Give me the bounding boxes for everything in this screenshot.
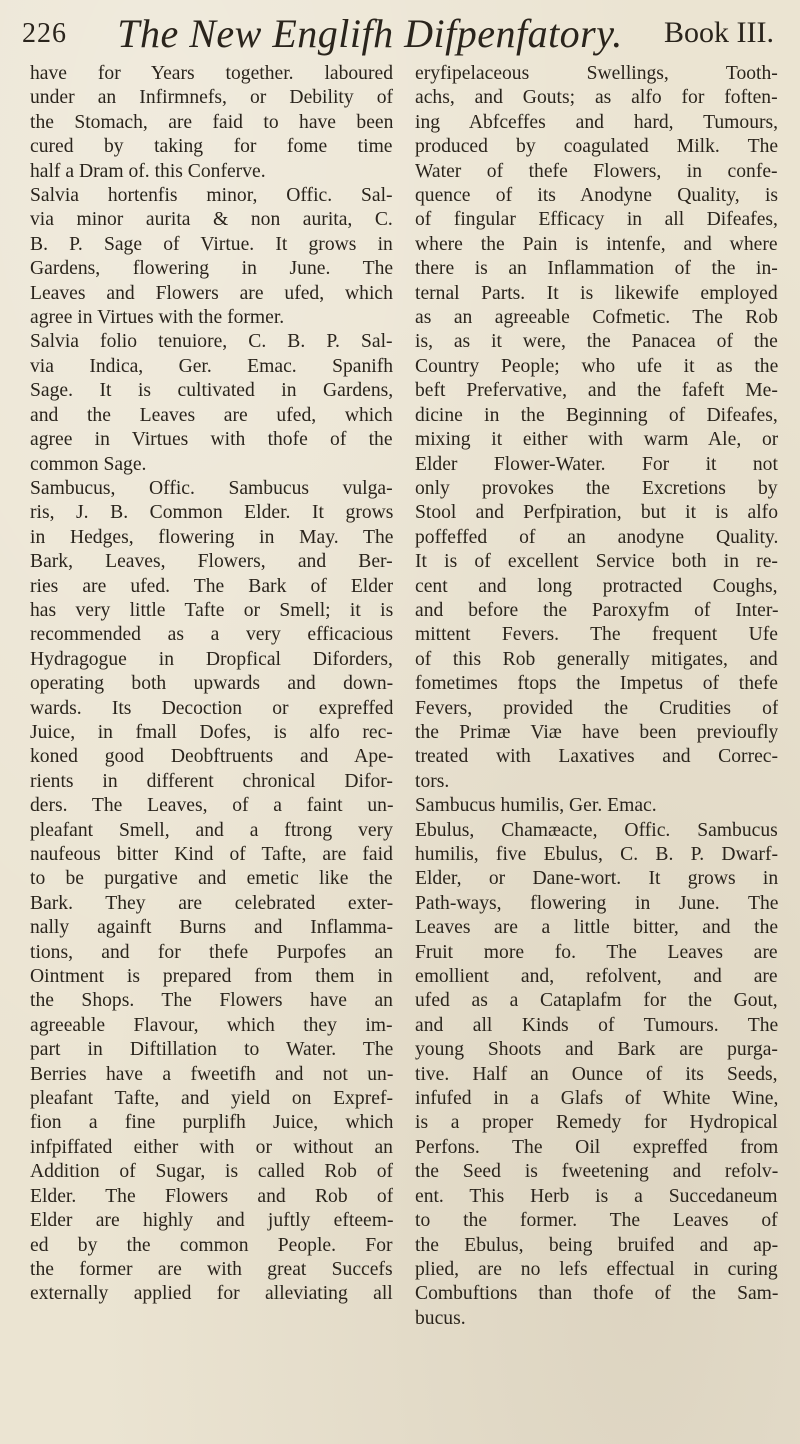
text-line: fometimes ftops the Impetus of thefe — [415, 673, 778, 695]
text-line: Perfons. The Oil expreffed from — [415, 1136, 778, 1158]
text-line: cured by taking for fome time — [30, 136, 393, 158]
text-line: is, as it were, the Panacea of the — [415, 331, 778, 353]
left-column — [30, 62, 393, 1404]
text-line: ufed as a Cataplafm for the Gout, — [415, 990, 778, 1012]
text-line: to the former. The Leaves of — [415, 1210, 778, 1232]
text-line: poffeffed of an anodyne Quality. — [415, 526, 778, 548]
text-line: is a proper Remedy for Hydropical — [415, 1112, 778, 1134]
text-line: half a Dram of. this Conferve. — [30, 160, 266, 182]
running-title: The New Englifh Difpenfatory. — [117, 11, 623, 56]
text-line: there is an Inflammation of the in- — [415, 258, 778, 280]
text-line: ris, J. B. Common Elder. It grows — [30, 502, 393, 524]
text-line: common Sage. — [30, 453, 147, 475]
text-line: the Primæ Viæ have been previoufly — [415, 721, 778, 743]
text-line: tors. — [415, 770, 450, 792]
text-line: koned good Deobftruents and Ape- — [30, 746, 393, 768]
text-line: ing Abfceffes and hard, Tumours, — [415, 111, 778, 133]
text-line: Water of thefe Flowers, in confe- — [415, 160, 778, 182]
text-line: the Seed is fweetening and refolv- — [415, 1161, 778, 1183]
text-columns — [30, 62, 778, 1404]
text-line: have for Years together. laboured — [30, 63, 393, 84]
text-line: mixing it either with warm Ale, or — [415, 429, 778, 451]
text-line: of fingular Efficacy in all Difeafes, — [415, 209, 778, 231]
text-line: Country People; who ufe it as the — [415, 355, 778, 377]
text-line: and the Leaves are ufed, which — [30, 404, 393, 426]
text-line: emollient and, refolvent, and are — [415, 966, 778, 988]
text-line: in Hedges, flowering in May. The — [30, 526, 393, 548]
text-line: the Stomach, are faid to have been — [30, 111, 393, 133]
text-line: quence of its Anodyne Quality, is — [415, 185, 778, 207]
text-line: Elder, or Dane-wort. It grows in — [415, 868, 778, 890]
text-line: fion a fine purplifh Juice, which — [30, 1112, 393, 1134]
text-line: B. P. Sage of Virtue. It grows in — [30, 233, 393, 255]
text-line: Addition of Sugar, is called Rob of — [30, 1161, 393, 1183]
text-line: recommended as a very efficacious — [30, 624, 393, 646]
text-line: tions, and for thefe Purpofes an — [30, 941, 393, 963]
text-line: Bark. They are celebrated exter- — [30, 892, 393, 914]
text-line: Fevers, provided the Crudities of — [415, 697, 778, 719]
text-line: via minor aurita & non aurita, C. — [30, 209, 393, 231]
text-line: Leaves are a little bitter, and the — [415, 917, 778, 939]
text-line: and before the Paroxyfm of Inter- — [415, 599, 778, 621]
running-head — [18, 10, 782, 54]
text-line: agree in Virtues with the former. — [30, 307, 285, 329]
text-line: the Ebulus, being bruifed and ap- — [415, 1234, 778, 1256]
text-line: eryfipelaceous Swellings, Tooth- — [415, 63, 778, 84]
text-line: where the Pain is intenfe, and where — [415, 233, 778, 255]
text-line: Hydragogue in Dropfical Diforders, — [30, 648, 393, 670]
text-line: humilis, five Ebulus, C. B. P. Dwarf- — [415, 844, 778, 865]
text-line: and all Kinds of Tumours. The — [415, 1014, 778, 1036]
text-line: achs, and Gouts; as alfo for foften- — [415, 87, 778, 109]
text-line: dicine in the Beginning of Difeafes, — [415, 404, 778, 426]
text-line: ternal Parts. It is likewife employed — [415, 282, 778, 304]
text-line: operating both upwards and down- — [30, 673, 393, 695]
text-line: to be purgative and emetic like the — [30, 868, 393, 890]
text-line: pleafant Tafte, and yield on Expref- — [30, 1088, 393, 1110]
text-line: ries are ufed. The Bark of Elder — [30, 575, 393, 597]
text-line: Ebulus, Chamæacte, Offic. Sambucus — [415, 819, 778, 841]
text-line: mittent Fevers. The frequent Ufe — [415, 624, 778, 646]
text-line: Stool and Perfpiration, but it is alfo — [415, 502, 778, 524]
text-line: Combuftions than thofe of the Sam- — [415, 1283, 778, 1305]
text-line: pleafant Smell, and a ftrong very — [30, 819, 393, 841]
text-line: Ointment is prepared from them in — [30, 966, 393, 988]
text-line: infpiffated either with or without an — [30, 1136, 393, 1158]
text-line: rients in different chronical Difor- — [30, 770, 393, 792]
text-line: treated with Laxatives and Correc- — [415, 746, 778, 768]
text-line: the former are with great Succefs — [30, 1258, 393, 1280]
text-line: ders. The Leaves, of a faint un- — [30, 795, 393, 817]
text-line: Sambucus humilis, Ger. Emac. — [415, 795, 657, 817]
text-line: under an Infirmnefs, or Debility of — [30, 87, 393, 109]
text-line: Sage. It is cultivated in Gardens, — [30, 380, 393, 402]
text-line: externally applied for alleviating all — [30, 1283, 393, 1305]
text-line: It is of excellent Service both in re- — [415, 551, 778, 573]
text-line: Elder are highly and juftly efteem- — [30, 1210, 393, 1232]
text-line: only provokes the Excretions by — [415, 477, 778, 499]
text-line: agreeable Flavour, which they im- — [30, 1014, 393, 1036]
text-line: wards. Its Decoction or expreffed — [30, 697, 393, 719]
text-line: agree in Virtues with thofe of the — [30, 429, 393, 451]
text-line: plied, are no lefs effectual in curing — [415, 1258, 778, 1280]
text-line: Berries have a fweetifh and not un- — [30, 1063, 393, 1085]
text-line: via Indica, Ger. Emac. Spanifh — [30, 355, 393, 377]
text-line: Salvia folio tenuiore, C. B. P. Sal- — [30, 331, 393, 353]
page-number: 226 — [22, 18, 67, 49]
text-line: Sambucus, Offic. Sambucus vulga- — [30, 477, 393, 499]
text-line: as an agreeable Cofmetic. The Rob — [415, 307, 778, 329]
text-line: young Shoots and Bark are purga- — [415, 1039, 778, 1061]
text-line: Elder Flower-Water. For it not — [415, 453, 778, 475]
text-line: Path-ways, flowering in June. The — [415, 892, 778, 914]
text-line: Gardens, flowering in June. The — [30, 258, 393, 280]
text-line: ed by the common People. For — [30, 1234, 393, 1256]
text-line: Salvia hortenfis minor, Offic. Sal- — [30, 185, 393, 207]
text-line: part in Diftillation to Water. The — [30, 1039, 393, 1061]
text-line: has very little Tafte or Smell; it is — [30, 599, 393, 621]
text-line: tive. Half an Ounce of its Seeds, — [415, 1063, 778, 1085]
right-column — [415, 62, 778, 1404]
text-line: Fruit more fo. The Leaves are — [415, 941, 778, 963]
text-line: nally againft Burns and Inflamma- — [30, 917, 393, 939]
text-line: Leaves and Flowers are ufed, which — [30, 282, 393, 304]
book-reference: Book III. — [664, 16, 774, 49]
text-line: cent and long protracted Coughs, — [415, 575, 778, 597]
text-line: naufeous bitter Kind of Tafte, are faid — [30, 844, 393, 865]
text-line: produced by coagulated Milk. The — [415, 136, 778, 158]
text-line: of this Rob generally mitigates, and — [415, 648, 778, 670]
text-line: the Shops. The Flowers have an — [30, 990, 393, 1012]
text-line: beft Prefervative, and the fafeft Me- — [415, 380, 778, 402]
text-line: bucus. — [415, 1307, 466, 1329]
text-line: Juice, in fmall Dofes, is alfo rec- — [30, 721, 393, 743]
text-line: Elder. The Flowers and Rob of — [30, 1185, 393, 1207]
text-line: infufed in a Glafs of White Wine, — [415, 1088, 778, 1110]
text-line: ent. This Herb is a Succedaneum — [415, 1185, 778, 1207]
text-line: Bark, Leaves, Flowers, and Ber- — [30, 551, 393, 573]
